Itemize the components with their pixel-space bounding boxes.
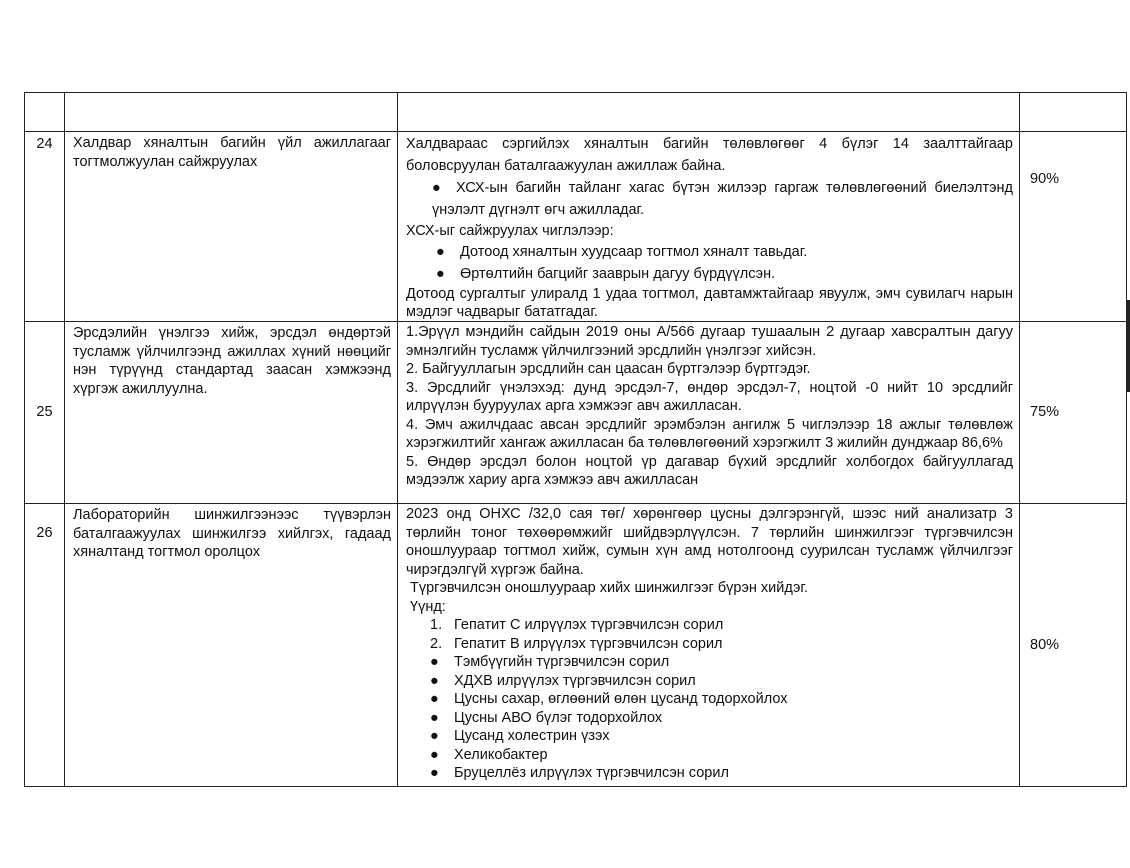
activity-line: Түргэвчилсэн оношлуураар хийх шинжилгээг бүрэн хийдэг.: [410, 580, 808, 596]
activity-line: 2023 онд ОНХС /32,0 сая төг/ хөрөнгөөр цусны дэлгэрэнгүй, шээс ний анализатр 3 төрлийн тоног төхөөрөмжийг шийдвэрлүүлсэн. 7 төрлийн шинжилгээг түргэвчилсэн оношлуураар тогтмол хийж, сумын хүн амд нотолгоонд суурилсан тусламж үйлчилгээг чирэгдэлгүй хүргэж байна.: [406, 506, 1013, 578]
bullet-item: ● Дотоод хяналтын хуудсаар тогтмол хяналт тавьдаг.: [406, 241, 1013, 263]
bullet-icon: ●: [430, 746, 439, 763]
activity-line: ХСХ-ыг сайжруулах чиглэлээр:: [406, 223, 614, 239]
activity-cell: [398, 322, 1020, 504]
bullet-icon: ●: [430, 728, 439, 744]
completion-percent: 80%: [1020, 504, 1127, 787]
table-row: [25, 322, 1127, 504]
bullet-icon: ●: [430, 672, 439, 689]
row-number: 24: [25, 132, 65, 322]
activity-line: 1.Эрүүл мэндийн сайдын 2019 оны А/566 дугаар тушаалын 2 дугаар хавсралтын дагуу эмнэлгийн тусламж үйлчилгээний эрсдлийн үнэлгээг хийсэн.: [406, 324, 1013, 359]
list-item: ● Тэмбүүгийн түргэвчилсэн сорил: [430, 654, 670, 670]
activity-line: Халдвараас сэргийлэх хяналтын багийн төлөвлөгөөг 4 бүлэг 14 заалттайгаар боловсруулан баталгаажуулан ажиллаж байна.: [406, 136, 1013, 174]
list-item: 2. Гепатит В илрүүлэх түргэвчилсэн сорил: [430, 635, 723, 652]
list-item: ● Цусны АВО бүлэг тодорхойлох: [430, 709, 663, 726]
bullet-icon: ●: [430, 691, 439, 707]
activity-line: Үүнд:: [410, 598, 446, 615]
header-cell: [25, 93, 65, 132]
row-number: 25: [25, 322, 65, 504]
list-item: ● Цусанд холестрин үзэх: [430, 728, 610, 744]
bullet-icon: ●: [432, 180, 441, 196]
header-cell: [398, 93, 1020, 132]
test-list: [406, 616, 1013, 783]
task-text: Халдвар хяналтын багийн үйл ажиллагааг тогтмолжуулан сайжруулах: [65, 132, 398, 322]
activity-line: 5. Өндөр эрсдэл болон ноцтой үр дагавар бүхий эрсдлийг холбогдох байгууллагад мэдээлж хариу арга хэмжээ авч ажилласан: [406, 453, 1013, 488]
activity-line: 3. Эрсдлийг үнэлэхэд: дунд эрсдэл-7, өндөр эрсдэл-7, ноцтой -0 нийт 10 эрсдлийг илрүүлэн бууруулах арга хэмжээг авч ажилласан.: [406, 379, 1013, 414]
bullet-icon: ●: [436, 244, 445, 260]
table-header-row: [25, 93, 1127, 132]
task-text: Лабораторийн шинжилгээнээс түүвэрлэн баталгаажуулах шинжилгээ хийлгэх, гадаад хяналтанд тогтмол оролцох: [65, 504, 398, 787]
task-text: Эрсдэлийн үнэлгээ хийж, эрсдэл өндөртэй тусламж үйлчилгээнд ажиллах хүний нөөцийг нэн түрүүнд стандартад заасан хэмжээнд хүргэж ажиллуулна.: [65, 322, 398, 504]
bullet-icon: ●: [430, 654, 439, 670]
header-cell: [1020, 93, 1127, 132]
bullet-item: ● ХСХ-ын багийн тайланг хагас бүтэн жилээр гаргаж төлөвлөгөөний биелэлтэнд үнэлэлт дүгнэлт өгч ажилладаг.: [406, 177, 1013, 221]
activity-cell: [398, 504, 1020, 787]
row-number: 26: [25, 504, 65, 787]
list-marker: 2.: [430, 635, 443, 652]
progress-report-table: [24, 92, 1127, 787]
bullet-icon: ●: [430, 709, 439, 726]
header-cell: [65, 93, 398, 132]
activity-line: 2. Байгууллагын эрсдлийн сан цаасан бүртгэлээр бүртгэдэг.: [406, 361, 811, 377]
bullet-icon: ●: [436, 266, 445, 282]
table-row: [25, 504, 1127, 787]
completion-percent: 75%: [1020, 322, 1127, 504]
list-item: ● ХДХВ илрүүлэх түргэвчилсэн сорил: [430, 672, 696, 689]
bullet-item: ● Өртөлтийн багцийг зааврын дагуу бүрдүүлсэн.: [406, 263, 1013, 285]
list-item: 1. Гепатит С илрүүлэх түргэвчилсэн сорил: [430, 617, 724, 633]
list-item: ● Бруцеллёз илрүүлэх түргэвчилсэн сорил: [430, 765, 729, 781]
bullet-icon: ●: [430, 765, 439, 781]
activity-line: 4. Эмч ажилчдаас авсан эрсдлийг эрэмбэлэн ангилж 5 чиглэлээр 18 ажлыг төлөвлөж хэрэгжилтийг хангаж ажилласан ба төлөвлөгөөний хэрэгжилт 3 жилийн дунджаар 86,6%: [406, 416, 1013, 451]
list-item: ● Хеликобактер: [430, 746, 548, 763]
table-row: [25, 132, 1127, 322]
activity-line: Дотоод сургалтыг улиралд 1 удаа тогтмол, давтамжтайгаар явуулж, эмч сувилагч нарын мэдлэг чадварыг бататгадаг.: [406, 286, 1013, 320]
list-item: ● Цусны сахар, өглөөний өлөн цусанд тодорхойлох: [430, 691, 788, 707]
list-marker: 1.: [430, 617, 443, 633]
activity-cell: [398, 132, 1020, 322]
completion-percent: 90%: [1020, 132, 1127, 322]
